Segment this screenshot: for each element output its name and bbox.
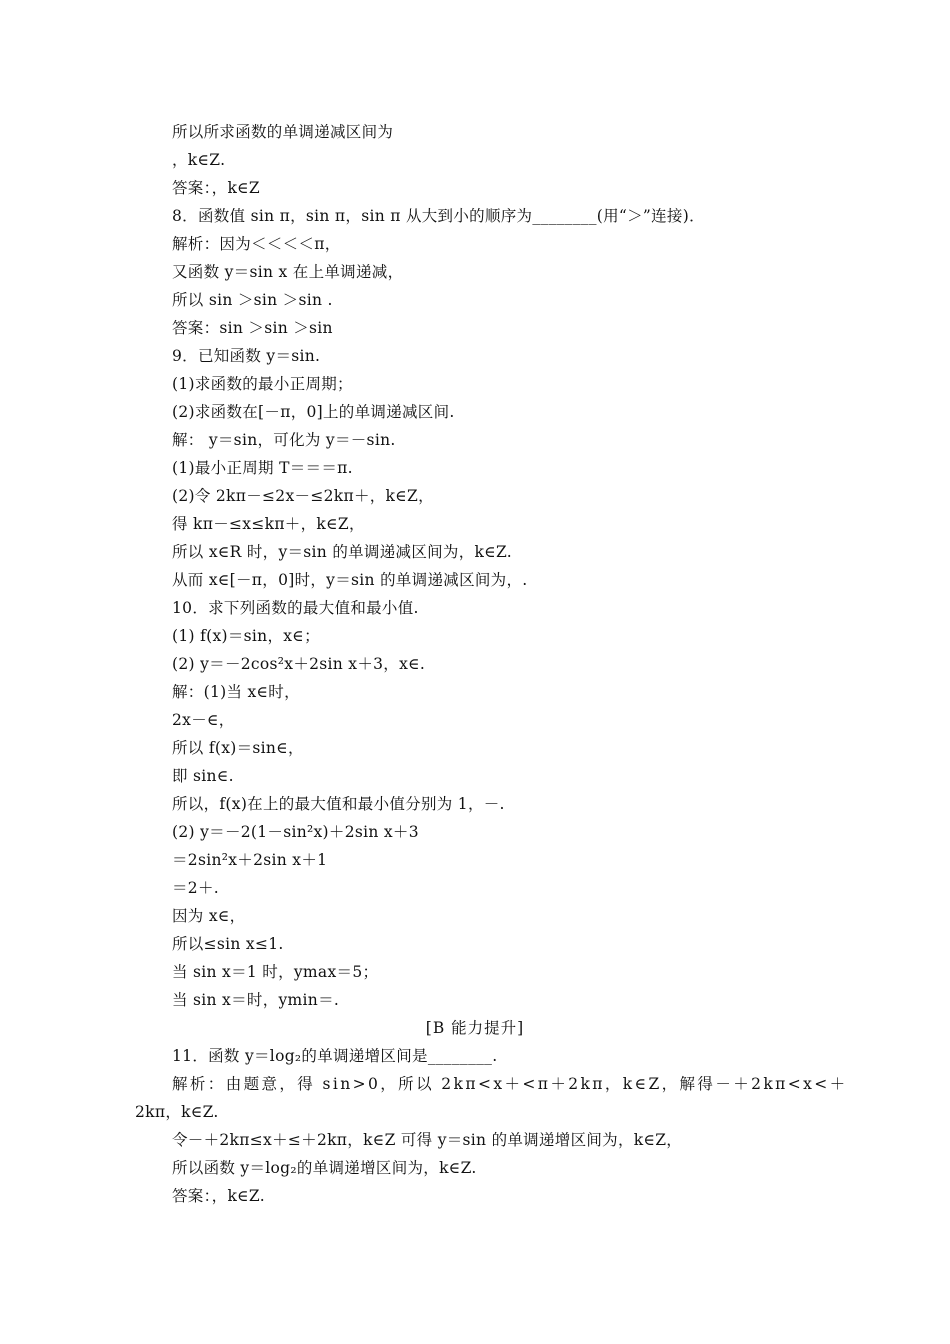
text-line: ＝2＋. [172, 879, 219, 897]
text-line: 当 sin x＝1 时，ymax＝5； [172, 963, 379, 981]
text-line: ＝2sin²x＋2sin x＋1 [172, 851, 328, 869]
text-line: (2)求函数在[－π，0]上的单调递减区间. [172, 403, 455, 421]
text-line: (1)最小正周期 T＝＝＝π. [172, 459, 353, 477]
text-line: 解： y＝sin，可化为 y＝－sin. [172, 431, 396, 449]
text-line: 解析：由题意，得 sin>0，所以 2kπ<x＋<π＋2kπ，k∈Z，解得－＋2kπ<x<＋ [172, 1075, 848, 1093]
text-line: 答案：sin ＞sin ＞sin [172, 319, 333, 337]
text-line: (1)求函数的最小正周期； [172, 375, 353, 393]
text-line: 解析：因为＜＜＜＜π， [172, 235, 341, 253]
text-line: 所以函数 y＝log₂的单调递增区间为，k∈Z. [172, 1159, 477, 1177]
text-line: 所以所求函数的单调递减区间为 [172, 123, 394, 141]
text-line: 所以，f(x)在上的最大值和最小值分别为 1，－. [172, 795, 505, 813]
text-line: 得 kπ－≤x≤kπ＋，k∈Z， [172, 515, 365, 533]
text-line: (2) y＝－2cos²x＋2sin x＋3，x∈. [172, 655, 426, 673]
text-line: 11．函数 y＝log₂的单调递增区间是________. [172, 1047, 498, 1065]
text-line: 从而 x∈[－π，0]时，y＝sin 的单调递减区间为，. [172, 571, 528, 589]
text-line: ，k∈Z. [172, 151, 226, 169]
text-line: 9．已知函数 y＝sin. [172, 347, 321, 365]
text-line: 所以 sin ＞sin ＞sin . [172, 291, 333, 309]
text-line: 所以 f(x)＝sin∈， [172, 739, 304, 757]
text-line: 因为 x∈， [172, 907, 246, 925]
text-line: 当 sin x＝时，ymin＝. [172, 991, 340, 1009]
text-line: 2kπ，k∈Z. [135, 1103, 219, 1121]
text-line: (1) f(x)＝sin，x∈； [172, 627, 320, 645]
text-line: 2x－∈， [172, 711, 235, 729]
document-body [0, 118, 950, 1210]
text-line: 所以 x∈R 时，y＝sin 的单调递减区间为，k∈Z. [172, 543, 513, 561]
text-line: 令－＋2kπ≤x＋≤＋2kπ，k∈Z 可得 y＝sin 的单调递增区间为，k∈Z， [172, 1131, 683, 1149]
text-line: 即 sin∈. [172, 767, 234, 785]
text-line: 解：(1)当 x∈时， [172, 683, 300, 701]
text-line: 10．求下列函数的最大值和最小值. [172, 599, 419, 617]
text-line: 又函数 y＝sin x 在上单调递减， [172, 263, 404, 281]
text-line: 所以≤sin x≤1. [172, 935, 284, 953]
section-heading: [B 能力提升] [425, 1019, 525, 1037]
text-line: 答案：，k∈Z [172, 179, 260, 197]
text-line: 8．函数值 sin π，sin π，sin π 从大到小的顺序为________(用“＞”连接)． [172, 207, 705, 225]
text-line: (2)令 2kπ－≤2x－≤2kπ＋，k∈Z， [172, 487, 434, 505]
text-line: (2) y＝－2(1－sin²x)＋2sin x＋3 [172, 823, 419, 841]
text-line: 答案：，k∈Z. [172, 1187, 265, 1205]
